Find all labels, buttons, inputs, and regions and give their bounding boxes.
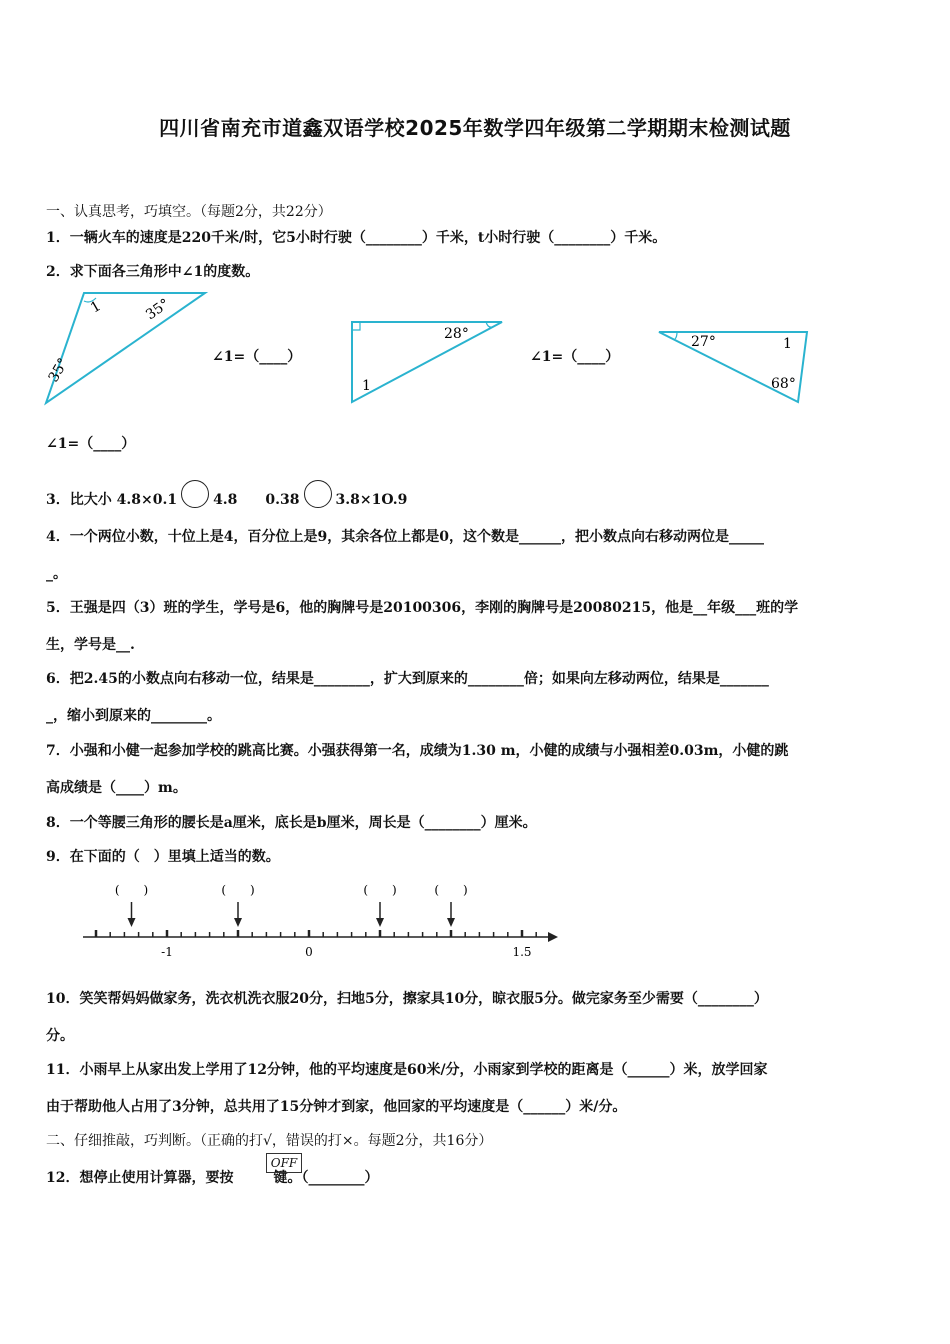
- q12-suffix: 键。（________）: [273, 1170, 379, 1186]
- question-6-line-1: 6．把2.45的小数点向右移动一位，结果是________，扩大到原来的________倍；如果向左移动两位，结果是_______: [46, 671, 769, 687]
- number-line-blank[interactable]: ( ): [114, 883, 149, 897]
- triangle-1-figure: [40, 288, 215, 410]
- tick-label-1-5: 1.5: [512, 945, 532, 959]
- tick-label-0: 0: [305, 945, 313, 959]
- question-12: [46, 1168, 912, 1188]
- question-6-line-2: _，缩小到原来的________。: [46, 708, 221, 724]
- q3-mid: 4.8 0.38: [213, 492, 300, 508]
- section-1-heading: 一、认真思考，巧填空。（每题2分，共22分）: [46, 204, 332, 220]
- q3-suffix: 3.8×1O.9: [335, 492, 408, 508]
- triangle-1-angle-bottom: 35°: [45, 355, 72, 385]
- page-title: 四川省南充市道鑫双语学校2025年数学四年级第二学期期末检测试题: [159, 116, 791, 140]
- q12-prefix: 12．想停止使用计算器，要按: [46, 1170, 234, 1186]
- question-3: [46, 480, 912, 510]
- answer-2a: ∠1=（____）: [212, 349, 302, 365]
- answer-2c: ∠1=（____）: [46, 436, 136, 452]
- triangle-3-angle-1: 1: [783, 336, 792, 352]
- triangle-2-figure: [346, 316, 508, 408]
- number-line-blank[interactable]: ( ): [221, 883, 255, 897]
- number-line-arrowhead: [548, 932, 558, 942]
- compare-circle-1[interactable]: [181, 480, 209, 508]
- triangle-1-angle-top: 35°: [143, 295, 173, 324]
- down-arrowhead-icon: [128, 918, 136, 927]
- triangle-2-angle-1: 1: [362, 378, 371, 394]
- q3-prefix: 3．比大小 4.8×0.1: [46, 492, 178, 508]
- question-8: 8．一个等腰三角形的腰长是a厘米，底长是b厘米，周长是（________）厘米。: [46, 815, 537, 831]
- triangle-2-angle-top: 28°: [444, 326, 469, 342]
- triangle-3-angle-bottom: 68°: [771, 376, 796, 392]
- number-line-blank[interactable]: ( ): [434, 883, 468, 897]
- off-key-icon: OFF: [266, 1153, 302, 1173]
- section-2-heading: 二、仔细推敲，巧判断。（正确的打√，错误的打×。每题2分，共16分）: [46, 1133, 493, 1149]
- tick-label-minus-1: -1: [161, 945, 173, 959]
- down-arrowhead-icon: [234, 918, 242, 927]
- question-9: 9．在下面的（ ）里填上适当的数。: [46, 849, 280, 865]
- question-1: 1．一辆火车的速度是220千米/时，它5小时行驶（________）千米，t小时行驶（________）千米。: [46, 230, 667, 246]
- answer-2b: ∠1=（____）: [530, 349, 620, 365]
- question-7-line-2: 高成绩是（____）m。: [46, 780, 187, 796]
- number-line-figure: [78, 880, 564, 960]
- question-11-line-1: 11．小雨早上从家出发上学用了12分钟，他的平均速度是60米/分，小雨家到学校的距离是（______）米，放学回家: [46, 1062, 768, 1078]
- number-line-blank[interactable]: ( ): [363, 883, 397, 897]
- question-11-line-2: 由于帮助他人占用了3分钟，总共用了15分钟才到家，他回家的平均速度是（______）米/分。: [46, 1099, 627, 1115]
- question-4-line-2: _。: [46, 566, 67, 582]
- question-2: 2．求下面各三角形中∠1的度数。: [46, 264, 260, 280]
- compare-circle-2[interactable]: [304, 480, 332, 508]
- question-5-line-2: 生，学号是__.: [46, 637, 135, 653]
- question-10-line-2: 分。: [46, 1028, 74, 1044]
- triangle-3-figure: [655, 326, 815, 408]
- down-arrowhead-icon: [376, 918, 384, 927]
- down-arrowhead-icon: [447, 918, 455, 927]
- triangle-1-angle-1: 1: [88, 298, 104, 317]
- question-10-line-1: 10．笑笑帮妈妈做家务，洗衣机洗衣服20分，扫地5分，擦家具10分，晾衣服5分。做完家务至少需要（________）: [46, 991, 768, 1007]
- triangle-3-angle-left: 27°: [691, 334, 716, 350]
- question-5-line-1: 5．王强是四（3）班的学生，学号是6，他的胸牌号是20100306，李刚的胸牌号是20080215，他是__年级___班的学: [46, 600, 799, 616]
- question-4-line-1: 4．一个两位小数，十位上是4，百分位上是9，其余各位上都是0，这个数是______，把小数点向右移动两位是_____: [46, 529, 764, 545]
- question-7-line-1: 7．小强和小健一起参加学校的跳高比赛。小强获得第一名，成绩为1.30 m，小健的成绩与小强相差0.03m，小健的跳: [46, 743, 789, 759]
